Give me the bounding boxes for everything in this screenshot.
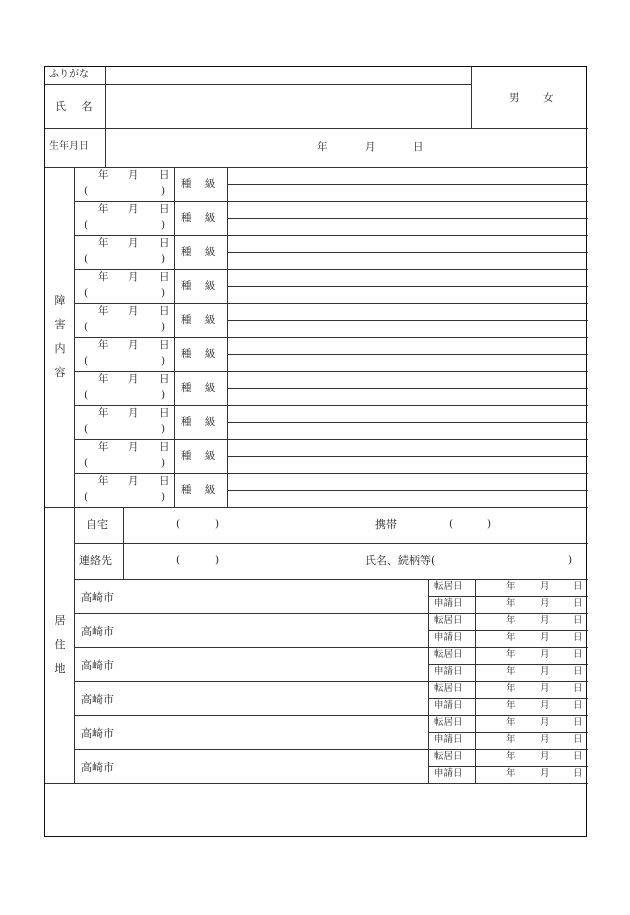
row-month-unit: 月 — [128, 169, 139, 181]
move-month-unit: 月 — [540, 717, 550, 728]
row-year-unit: 年 — [98, 475, 109, 487]
disability-detail-field[interactable] — [228, 252, 588, 269]
apply-day-unit: 日 — [573, 700, 583, 711]
disability-detail-field[interactable] — [228, 184, 588, 201]
grade-label: 種 級 — [181, 212, 221, 224]
name-label: 氏 名 — [55, 100, 99, 113]
grade-label: 種 級 — [181, 314, 221, 326]
disability-detail-field[interactable] — [228, 473, 588, 490]
move-year-unit: 年 — [506, 751, 516, 762]
apply-year-unit: 年 — [506, 598, 516, 609]
move-date-field[interactable] — [476, 613, 588, 630]
disability-date-field[interactable] — [75, 405, 174, 439]
row-paren-open: ( — [84, 355, 89, 367]
row-paren-close: ) — [161, 321, 166, 333]
home-phone-field[interactable] — [125, 508, 325, 543]
row-year-unit: 年 — [98, 339, 109, 351]
move-date-field[interactable] — [476, 647, 588, 664]
apply-date-field[interactable] — [476, 732, 588, 749]
move-date-label: 転居日 — [434, 683, 463, 694]
home-label: 自宅 — [86, 518, 108, 531]
row-day-unit: 日 — [159, 475, 170, 487]
mobile-paren-close: ) — [487, 518, 492, 530]
apply-date-label: 申請日 — [434, 700, 463, 711]
birth-year-unit: 年 — [317, 141, 328, 153]
move-year-unit: 年 — [506, 683, 516, 694]
move-month-unit: 月 — [540, 683, 550, 694]
apply-year-unit: 年 — [506, 666, 516, 677]
relation-label: 氏名、続柄等( — [365, 554, 436, 567]
apply-month-unit: 月 — [540, 598, 550, 609]
row-paren-open: ( — [84, 389, 89, 401]
city-label: 高崎市 — [81, 761, 114, 774]
row-year-unit: 年 — [98, 203, 109, 215]
disability-detail-field[interactable] — [228, 167, 588, 184]
apply-day-unit: 日 — [573, 768, 583, 779]
grade-label: 種 級 — [181, 280, 221, 292]
disability-date-field[interactable] — [75, 337, 174, 371]
row-year-unit: 年 — [98, 441, 109, 453]
grade-label: 種 級 — [181, 450, 221, 462]
disability-record-form — [44, 66, 587, 837]
apply-date-field[interactable] — [476, 698, 588, 715]
disability-section-label: 障害内容 — [54, 294, 66, 379]
home-paren-open: ( — [176, 518, 181, 530]
disability-detail-field[interactable] — [228, 201, 588, 218]
apply-year-unit: 年 — [506, 734, 516, 745]
apply-date-field[interactable] — [476, 630, 588, 647]
disability-date-field[interactable] — [75, 269, 174, 303]
row-year-unit: 年 — [98, 169, 109, 181]
row-year-unit: 年 — [98, 373, 109, 385]
move-day-unit: 日 — [573, 751, 583, 762]
city-label: 高崎市 — [81, 727, 114, 740]
apply-month-unit: 月 — [540, 768, 550, 779]
row-year-unit: 年 — [98, 237, 109, 249]
disability-detail-field[interactable] — [228, 286, 588, 303]
name-field[interactable] — [106, 85, 471, 128]
notes-area[interactable] — [45, 784, 588, 838]
apply-date-label: 申請日 — [434, 598, 463, 609]
disability-detail-field[interactable] — [228, 218, 588, 235]
row-paren-open: ( — [84, 185, 89, 197]
move-date-label: 転居日 — [434, 717, 463, 728]
city-label: 高崎市 — [81, 659, 114, 672]
disability-detail-field[interactable] — [228, 354, 588, 371]
birth-month-unit: 月 — [365, 141, 376, 153]
move-date-field[interactable] — [476, 579, 588, 596]
row-day-unit: 日 — [159, 271, 170, 283]
contact-label: 連絡先 — [79, 554, 112, 567]
apply-year-unit: 年 — [506, 632, 516, 643]
relation-paren-close: ) — [568, 554, 573, 566]
move-month-unit: 月 — [540, 581, 550, 592]
furigana-field[interactable] — [106, 67, 471, 84]
row-paren-close: ) — [161, 219, 166, 231]
disability-detail-field[interactable] — [228, 371, 588, 388]
row-month-unit: 月 — [128, 475, 139, 487]
apply-year-unit: 年 — [506, 768, 516, 779]
disability-detail-field[interactable] — [228, 269, 588, 286]
disability-date-field[interactable] — [75, 473, 174, 507]
apply-day-unit: 日 — [573, 666, 583, 677]
move-month-unit: 月 — [540, 615, 550, 626]
row-paren-open: ( — [84, 423, 89, 435]
move-date-field[interactable] — [476, 749, 588, 766]
apply-year-unit: 年 — [506, 700, 516, 711]
move-date-field[interactable] — [476, 715, 588, 732]
address-field[interactable] — [125, 648, 425, 680]
row-month-unit: 月 — [128, 441, 139, 453]
gender-male[interactable]: 男 — [509, 92, 520, 104]
row-month-unit: 月 — [128, 237, 139, 249]
mobile-paren-open: ( — [449, 518, 454, 530]
move-day-unit: 日 — [573, 615, 583, 626]
address-field[interactable] — [125, 716, 425, 748]
row-paren-close: ) — [161, 355, 166, 367]
row-month-unit: 月 — [128, 305, 139, 317]
apply-date-field[interactable] — [476, 596, 588, 613]
mobile-phone-field[interactable] — [405, 508, 588, 543]
move-day-unit: 日 — [573, 683, 583, 694]
move-date-label: 転居日 — [434, 649, 463, 660]
home-paren-close: ) — [215, 518, 220, 530]
row-paren-close: ) — [161, 491, 166, 503]
row-paren-open: ( — [84, 253, 89, 265]
move-date-label: 転居日 — [434, 581, 463, 592]
disability-detail-field[interactable] — [228, 235, 588, 252]
mobile-label: 携帯 — [375, 518, 397, 531]
apply-day-unit: 日 — [573, 632, 583, 643]
row-month-unit: 月 — [128, 339, 139, 351]
move-date-label: 転居日 — [434, 615, 463, 626]
row-paren-open: ( — [84, 287, 89, 299]
contact-phone-field[interactable] — [125, 544, 325, 579]
disability-detail-field[interactable] — [228, 337, 588, 354]
grade-label: 種 級 — [181, 416, 221, 428]
move-year-unit: 年 — [506, 615, 516, 626]
birth-day-unit: 日 — [413, 141, 424, 153]
row-year-unit: 年 — [98, 271, 109, 283]
apply-month-unit: 月 — [540, 734, 550, 745]
move-month-unit: 月 — [540, 751, 550, 762]
disability-date-field[interactable] — [75, 167, 174, 201]
row-paren-open: ( — [84, 457, 89, 469]
move-month-unit: 月 — [540, 649, 550, 660]
apply-day-unit: 日 — [573, 598, 583, 609]
apply-month-unit: 月 — [540, 700, 550, 711]
apply-day-unit: 日 — [573, 734, 583, 745]
row-paren-close: ) — [161, 457, 166, 469]
address-field[interactable] — [125, 750, 425, 782]
apply-month-unit: 月 — [540, 632, 550, 643]
row-day-unit: 日 — [159, 203, 170, 215]
move-day-unit: 日 — [573, 581, 583, 592]
grade-label: 種 級 — [181, 178, 221, 190]
row-paren-close: ) — [161, 287, 166, 299]
address-field[interactable] — [125, 580, 425, 612]
row-month-unit: 月 — [128, 203, 139, 215]
disability-date-field[interactable] — [75, 371, 174, 405]
row-day-unit: 日 — [159, 339, 170, 351]
disability-detail-field[interactable] — [228, 320, 588, 337]
disability-detail-field[interactable] — [228, 439, 588, 456]
row-day-unit: 日 — [159, 373, 170, 385]
city-label: 高崎市 — [81, 693, 114, 706]
disability-detail-field[interactable] — [228, 456, 588, 473]
grade-label: 種 級 — [181, 484, 221, 496]
disability-date-field[interactable] — [75, 303, 174, 337]
row-day-unit: 日 — [159, 407, 170, 419]
disability-detail-field[interactable] — [228, 405, 588, 422]
move-year-unit: 年 — [506, 717, 516, 728]
residence-section-label: 居住地 — [54, 614, 66, 675]
row-day-unit: 日 — [159, 305, 170, 317]
apply-month-unit: 月 — [540, 666, 550, 677]
relation-field[interactable] — [445, 544, 565, 579]
disability-detail-field[interactable] — [228, 490, 588, 507]
row-month-unit: 月 — [128, 407, 139, 419]
address-field[interactable] — [125, 682, 425, 714]
row-month-unit: 月 — [128, 373, 139, 385]
grade-label: 種 級 — [181, 246, 221, 258]
grade-label: 種 級 — [181, 382, 221, 394]
row-day-unit: 日 — [159, 237, 170, 249]
move-date-label: 転居日 — [434, 751, 463, 762]
grade-label: 種 級 — [181, 348, 221, 360]
city-label: 高崎市 — [81, 591, 114, 604]
disability-date-field[interactable] — [75, 201, 174, 235]
move-day-unit: 日 — [573, 649, 583, 660]
apply-date-label: 申請日 — [434, 666, 463, 677]
row-month-unit: 月 — [128, 271, 139, 283]
apply-date-label: 申請日 — [434, 768, 463, 779]
contact-paren-open: ( — [176, 554, 181, 566]
row-paren-close: ) — [161, 185, 166, 197]
row-paren-open: ( — [84, 491, 89, 503]
disability-date-field[interactable] — [75, 235, 174, 269]
disability-date-field[interactable] — [75, 439, 174, 473]
contact-paren-close: ) — [215, 554, 220, 566]
row-year-unit: 年 — [98, 305, 109, 317]
row-year-unit: 年 — [98, 407, 109, 419]
row-paren-open: ( — [84, 219, 89, 231]
apply-date-field[interactable] — [476, 766, 588, 783]
gender-female[interactable]: 女 — [543, 92, 554, 104]
row-day-unit: 日 — [159, 441, 170, 453]
disability-detail-field[interactable] — [228, 388, 588, 405]
city-label: 高崎市 — [81, 625, 114, 638]
row-paren-close: ) — [161, 253, 166, 265]
apply-date-label: 申請日 — [434, 632, 463, 643]
move-day-unit: 日 — [573, 717, 583, 728]
move-date-field[interactable] — [476, 681, 588, 698]
birth-date-field[interactable] — [106, 129, 588, 167]
disability-detail-field[interactable] — [228, 303, 588, 320]
apply-date-field[interactable] — [476, 664, 588, 681]
move-year-unit: 年 — [506, 581, 516, 592]
row-paren-close: ) — [161, 389, 166, 401]
furigana-label: ふりがな — [49, 69, 89, 80]
row-paren-open: ( — [84, 321, 89, 333]
apply-date-label: 申請日 — [434, 734, 463, 745]
row-day-unit: 日 — [159, 169, 170, 181]
disability-detail-field[interactable] — [228, 422, 588, 439]
birth-label: 生年月日 — [49, 141, 89, 152]
move-year-unit: 年 — [506, 649, 516, 660]
row-paren-close: ) — [161, 423, 166, 435]
address-field[interactable] — [125, 614, 425, 646]
